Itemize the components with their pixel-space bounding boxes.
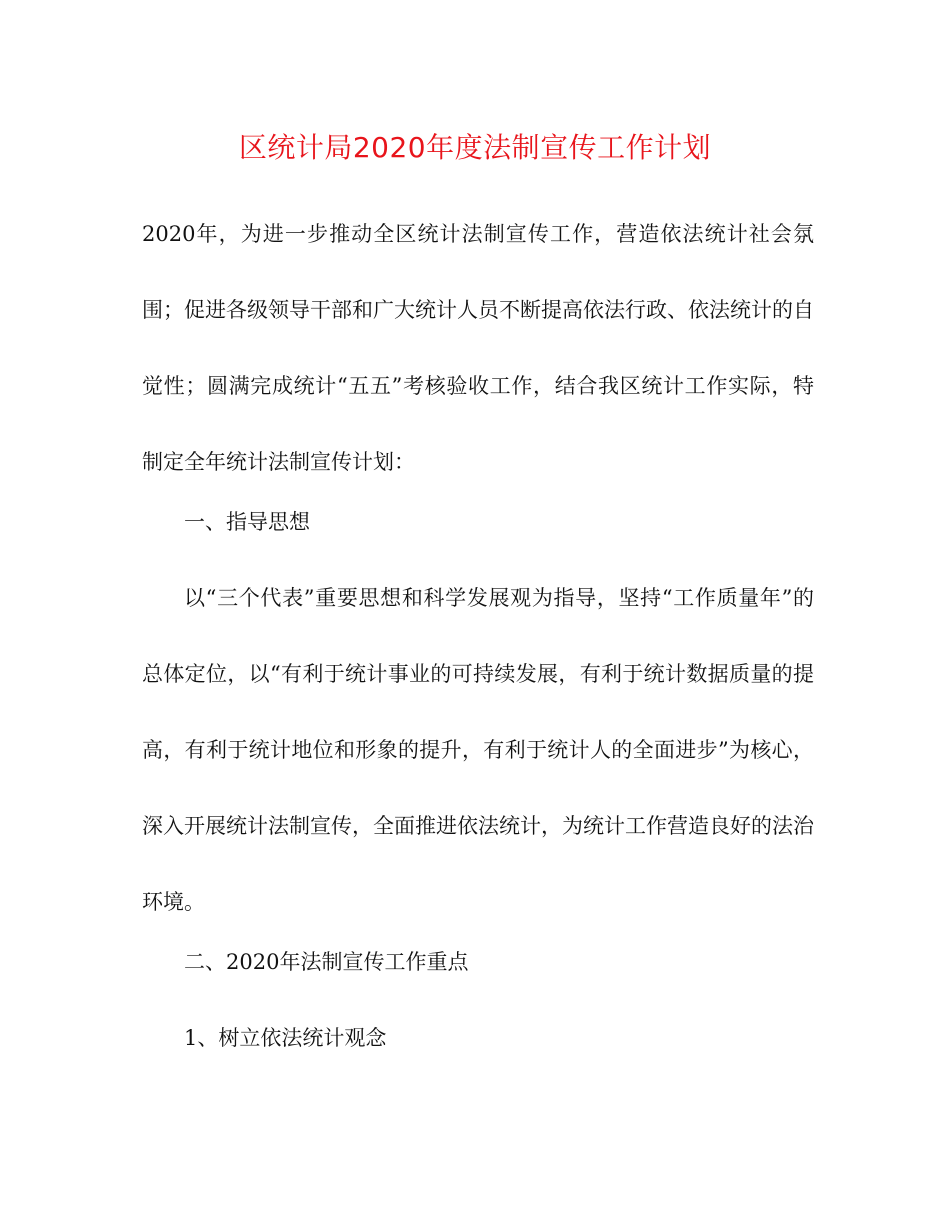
- intro-paragraph: 2020年，为进一步推动全区统计法制宣传工作，营造依法统计社会氛围；促进各级领导干部和广大统计人员不断提高依法行政、依法统计的自觉性；圆满完成统计“五五”考核验收工作，结合我区统计工作实际，特制定全年统计法制宣传计划：: [142, 222, 814, 474]
- document-title: 区统计局2020年度法制宣传工作计划: [238, 131, 712, 164]
- guiding-thought-paragraph: 以“三个代表”重要思想和科学发展观为指导，坚持“工作质量年”的总体定位，以“有利于统计事业的可持续发展，有利于统计数据质量的提高，有利于统计地位和形象的提升，有利于统计人的全面进步”为核心，深入开展统计法制宣传，全面推进依法统计，为统计工作营造良好的法治环境。: [142, 586, 814, 914]
- subsection-heading-legal-concept: 1、树立依法统计观念: [184, 1026, 387, 1050]
- section-heading-work-focus: 二、2020年法制宣传工作重点: [184, 950, 469, 974]
- section-heading-guiding-thought: 一、指导思想: [184, 510, 310, 534]
